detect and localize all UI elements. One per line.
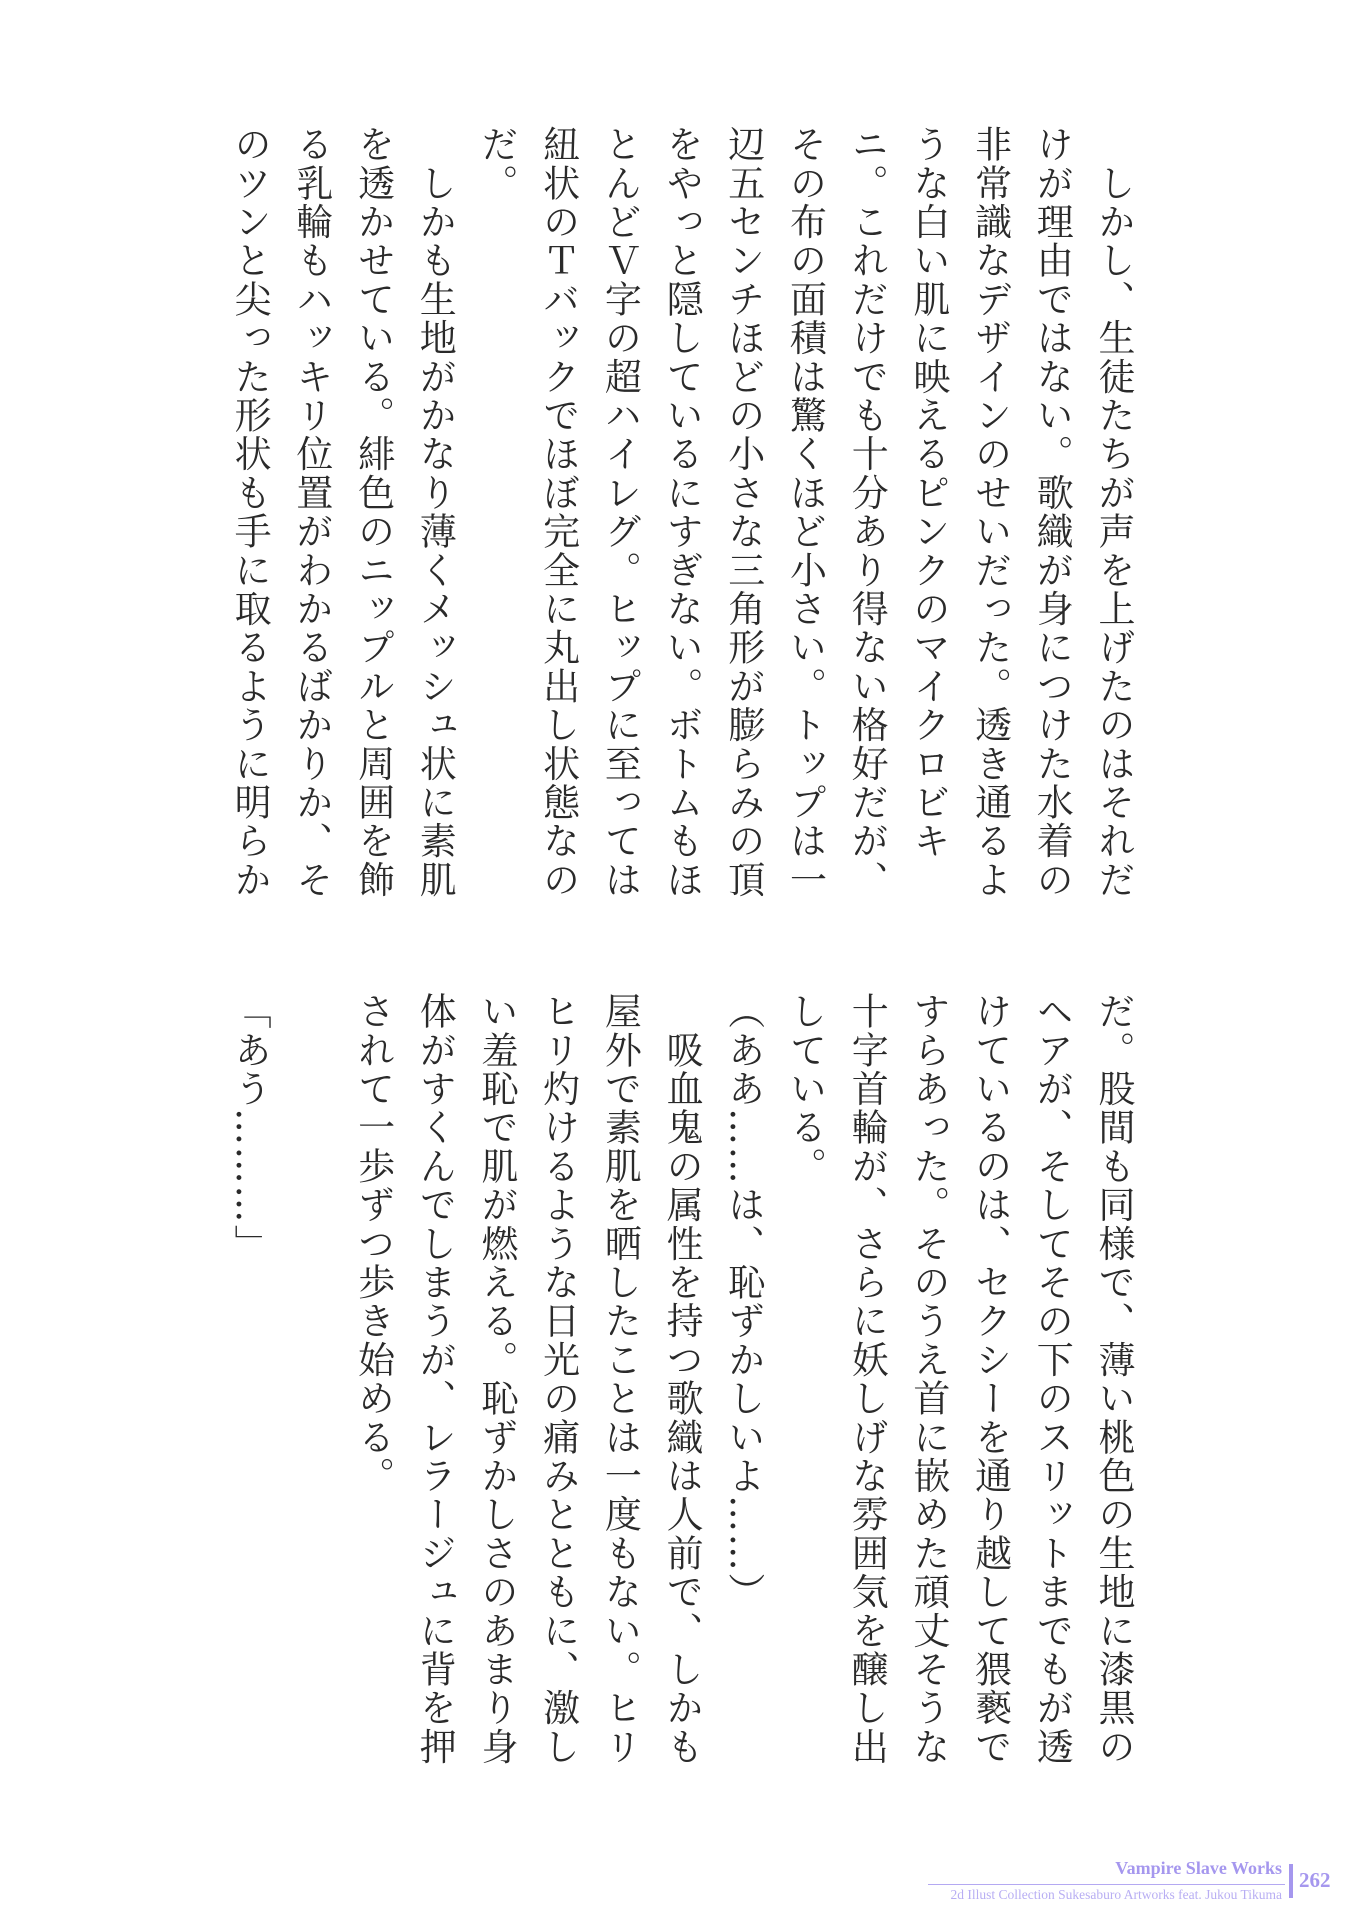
- text-column: 吸血鬼の属性を持つ歌織は人前で、しかも: [660, 992, 704, 1766]
- text-column: をやっと隠しているにすぎない。ボトムもほ: [660, 125, 704, 899]
- text-column: している。: [783, 992, 827, 1186]
- page-number: 262: [1299, 1868, 1331, 1892]
- text-column: うな白い肌に映えるピンクのマイクロビキ: [906, 125, 950, 861]
- text-column: ヘアが、そしてその下のスリットまでもが透: [1030, 992, 1074, 1766]
- text-column: その布の面積は驚くほど小さい。トップは一: [783, 125, 827, 899]
- text-column: のツンと尖った形状も手に取るように明らか: [228, 125, 272, 899]
- footer-subtitle: 2d Illust Collection Sukesaburo Artworks feat. Jukou Tikuma: [950, 1887, 1282, 1902]
- text-column: けが理由ではない。歌織が身につけた水着の: [1030, 125, 1074, 899]
- text-block-top: [218, 125, 1144, 899]
- text-column: 屋外で素肌を晒したことは一度もない。ヒリ: [598, 992, 642, 1766]
- text-column: ヒリ灼けるような日光の痛みとともに、激し: [536, 992, 580, 1766]
- text-column: しかも生地がかなり薄くメッシュ状に素肌: [413, 125, 457, 899]
- footer-vertical-bar: [1289, 1864, 1293, 1898]
- footer-title: Vampire Slave Works: [1115, 1858, 1282, 1878]
- text-column: 非常識なデザインのせいだった。透き通るよ: [968, 125, 1012, 899]
- text-column: しかし、生徒たちが声を上げたのはそれだ: [1092, 125, 1135, 899]
- text-column: を透かせている。緋色のニップルと周囲を飾: [351, 125, 395, 899]
- text-column: されて一歩ずつ歩き始める。: [351, 992, 395, 1496]
- text-column: すらあった。そのうえ首に嵌めた頑丈そうな: [906, 992, 950, 1766]
- text-column: [280, 992, 342, 1766]
- text-column: 紐状のＴバックでほぼ完全に丸出し状態なの: [536, 125, 580, 899]
- text-column: 「あう………」: [228, 992, 272, 1263]
- text-column: 辺五センチほどの小さな三角形が膨らみの頂: [721, 125, 765, 899]
- text-column: だ。: [474, 125, 518, 203]
- text-column: 体がすくんでしまうが、レラージュに背を押: [413, 992, 457, 1766]
- text-block-bottom: [218, 992, 1144, 1766]
- text-column: る乳輪もハッキリ位置がわかるばかりか、そ: [289, 125, 333, 899]
- text-column: い羞恥で肌が燃える。恥ずかしさのあまり身: [474, 992, 518, 1766]
- footer-divider: [928, 1884, 1285, 1885]
- text-column: とんどＶ字の超ハイレグ。ヒップに至っては: [598, 125, 642, 899]
- text-column: ニ。これだけでも十分あり得ない格好だが、: [845, 125, 889, 899]
- text-column: 十字首輪が、さらに妖しげな雰囲気を醸し出: [845, 992, 889, 1766]
- text-column: けているのは、セクシーを通り越して猥褻で: [968, 992, 1012, 1767]
- text-column: （ああ……は、恥ずかしいよ……）: [721, 992, 765, 1612]
- text-column: だ。股間も同様で、薄い桃色の生地に漆黒の: [1092, 992, 1135, 1766]
